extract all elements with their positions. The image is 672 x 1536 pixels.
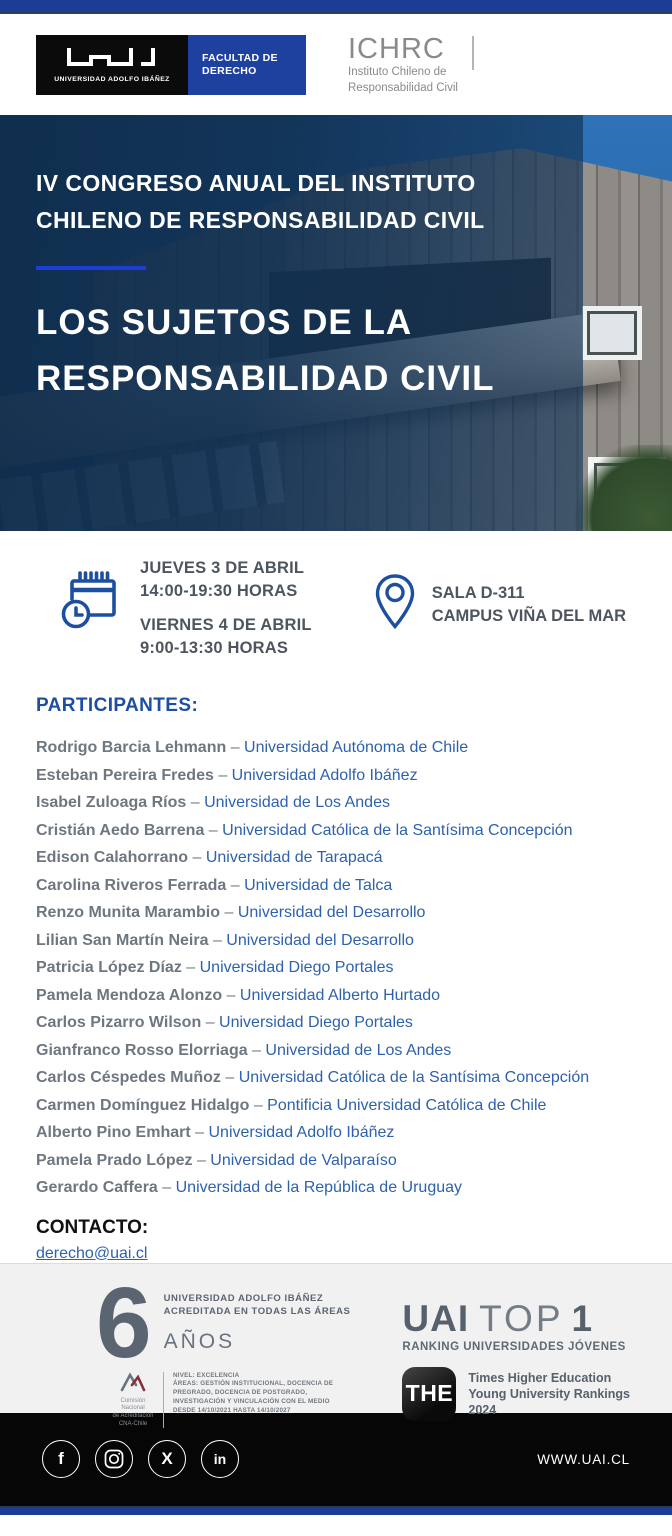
participant-separator: – <box>226 986 240 1004</box>
participant-row <box>36 927 636 955</box>
participant-name: Gerardo Caffera <box>36 1179 158 1196</box>
participant-university: Universidad Diego Portales <box>199 959 394 976</box>
participant-separator: – <box>192 849 206 866</box>
uai-monogram-icon <box>63 46 161 72</box>
participant-university: Universidad de Los Andes <box>204 794 390 811</box>
accreditation-band <box>0 1263 672 1427</box>
schedule-text <box>140 557 312 679</box>
participant-separator: – <box>230 739 245 756</box>
participant-row <box>36 817 636 845</box>
location-room: SALA D-311 <box>431 584 525 602</box>
participant-row <box>36 1174 636 1202</box>
event-title <box>36 295 495 407</box>
participant-university: Universidad Alberto Hurtado <box>239 986 441 1004</box>
ranking-uai: UAI <box>402 1297 470 1339</box>
participant-name: Pamela Prado López <box>36 1151 193 1169</box>
event-kicker-line2: CHILENO DE RESPONSABILIDAD CIVIL <box>36 207 485 233</box>
participant-name: Lilian San Martín Neira <box>36 931 209 949</box>
participants-heading: PARTICIPANTES: <box>36 695 199 716</box>
ranking-one: 1 <box>571 1297 593 1339</box>
participant-separator: – <box>186 959 200 976</box>
cna-logo-icon <box>119 1379 147 1396</box>
participant-row <box>36 1064 636 1092</box>
participant-university: Universidad de la República de Uruguay <box>175 1179 463 1196</box>
location-pin-icon <box>374 573 416 679</box>
hero-photo-window <box>582 306 642 360</box>
cna-caption-line1: Comisión Nacional <box>120 1397 146 1411</box>
uai-logo <box>36 35 306 95</box>
cna-caption-line2: de Acreditación <box>112 1412 154 1419</box>
faculty-badge <box>188 35 306 95</box>
contact-heading: CONTACTO: <box>36 1216 149 1238</box>
participant-university: Pontificia Universidad Católica de Chile <box>267 1096 547 1114</box>
participant-university: Universidad Católica de la Santísima Concepción <box>238 1069 590 1086</box>
participant-university: Universidad de Valparaíso <box>210 1151 397 1169</box>
participant-university: Universidad Adolfo Ibáñez <box>231 766 418 784</box>
ranking-top: TOP <box>479 1297 564 1339</box>
schedule-section <box>0 531 672 679</box>
participant-name: Patricia López Díaz <box>36 959 182 976</box>
faculty-line1: FACULTAD DE <box>202 51 278 64</box>
participant-name: Esteban Pereira Fredes <box>36 766 214 784</box>
schedule-day2-hours: 9:00-13:30 HORAS <box>140 639 289 657</box>
calendar-clock-icon <box>60 569 124 679</box>
participant-row <box>36 954 636 982</box>
accreditation-years-label: AÑOS <box>163 1329 236 1353</box>
participant-row <box>36 1037 636 1065</box>
participant-name: Rodrigo Barcia Lehmann <box>36 739 227 756</box>
participant-row <box>36 1147 636 1175</box>
ranking-subtitle: RANKING UNIVERSIDADES JÓVENES <box>402 1340 626 1353</box>
participant-row <box>36 1119 636 1147</box>
participant-row <box>36 872 636 900</box>
participant-university: Universidad del Desarrollo <box>237 904 426 921</box>
ichrc-acronym: ICHRC <box>348 32 445 65</box>
schedule-day1 <box>140 557 312 603</box>
ranking-title <box>402 1297 630 1339</box>
ichrc-divider <box>472 36 474 70</box>
participants-list <box>36 734 636 1202</box>
participant-name: Carmen Domínguez Hidalgo <box>36 1096 250 1114</box>
event-title-line2: RESPONSABILIDAD CIVIL <box>36 359 495 398</box>
participant-row <box>36 734 636 762</box>
participant-row <box>36 1009 636 1037</box>
x-icon[interactable]: X <box>148 1440 186 1478</box>
participant-row <box>36 899 636 927</box>
facebook-icon[interactable]: f <box>42 1440 80 1478</box>
the-logo-icon: THE <box>402 1367 456 1421</box>
participant-row <box>36 789 636 817</box>
faculty-line2: DERECHO <box>202 64 257 77</box>
accreditation-years-number: 6 <box>96 1266 152 1379</box>
participant-university: Universidad de Los Andes <box>265 1041 452 1059</box>
participant-separator: – <box>224 904 238 921</box>
participant-name: Carlos Céspedes Muñoz <box>36 1069 221 1086</box>
participant-name: Edison Calahorrano <box>36 849 189 866</box>
cna-accreditation <box>110 1372 350 1428</box>
accreditation-block <box>96 1266 351 1427</box>
hero-photo-tree <box>572 445 672 531</box>
accreditation-line1: UNIVERSIDAD ADOLFO IBÁÑEZ <box>163 1292 324 1304</box>
bottom-accent-bar <box>0 1506 672 1515</box>
linkedin-icon[interactable]: in <box>201 1440 239 1478</box>
participant-row <box>36 982 636 1010</box>
participant-separator: – <box>252 1041 266 1059</box>
uai-university-name: UNIVERSIDAD ADOLFO IBÁÑEZ <box>54 75 170 83</box>
participant-row <box>36 762 636 790</box>
cna-divider <box>163 1372 164 1428</box>
participant-university: Universidad Adolfo Ibáñez <box>208 1124 395 1141</box>
participant-separator: – <box>190 794 205 811</box>
participant-separator: – <box>212 931 227 949</box>
participant-name: Carlos Pizarro Wilson <box>36 1014 202 1031</box>
accreditation-line2: ACREDITADA EN TODAS LAS ÁREAS <box>163 1305 351 1317</box>
participant-name: Alberto Pino Emhart <box>36 1124 191 1141</box>
participant-name: Cristián Aedo Barrena <box>36 821 205 839</box>
event-title-line1: LOS SUJETOS DE LA <box>36 303 413 342</box>
location-text <box>432 582 626 679</box>
header <box>0 14 672 115</box>
schedule-day2 <box>140 614 312 660</box>
participant-separator: – <box>162 1179 176 1196</box>
website-link[interactable]: WWW.UAI.CL <box>537 1451 630 1467</box>
participant-separator: – <box>208 821 223 839</box>
participant-name: Gianfranco Rosso Elorriaga <box>36 1041 248 1059</box>
accreditation-fine-print: NIVEL: EXCELENCIA ÁREAS: GESTIÓN INSTITUCIONAL, DOCENCIA DE PREGRADO, DOCENCIA DE POSTGRADO, INVESTIGACIÓN Y VINCULACIÓN CON EL MEDIO DESDE 14/10/2021 HASTA 14/10/2027 <box>173 1371 334 1414</box>
accent-divider <box>36 266 146 270</box>
instagram-icon[interactable] <box>95 1440 133 1478</box>
schedule-day1-date: JUEVES 3 DE ABRIL <box>140 559 305 577</box>
participant-separator: – <box>196 1151 211 1169</box>
location-campus: CAMPUS VIÑA DEL MAR <box>431 607 627 625</box>
participant-university: Universidad de Tarapacá <box>205 849 383 866</box>
participant-university: Universidad Diego Portales <box>219 1014 413 1031</box>
ranking-block <box>402 1286 630 1417</box>
hero-banner <box>0 115 672 531</box>
uai-logo-mark <box>36 35 188 95</box>
event-kicker-line1: IV CONGRESO ANUAL DEL INSTITUTO <box>36 170 476 196</box>
participant-university: Universidad del Desarrollo <box>226 931 414 949</box>
contact-email-link[interactable]: derecho@uai.cl <box>36 1244 148 1262</box>
top-accent-bar <box>0 0 672 14</box>
social-links <box>42 1440 239 1478</box>
ichrc-logo <box>348 34 474 96</box>
the-ranking-text: Times Higher Education Young University Rankings 2024 <box>468 1370 630 1417</box>
location-group <box>374 573 626 679</box>
participant-separator: – <box>230 876 245 894</box>
ichrc-subtitle-line2: Responsabilidad Civil <box>348 81 458 94</box>
participant-university: Universidad Autónoma de Chile <box>244 739 469 756</box>
cna-caption-line3: CNA-Chile <box>118 1420 148 1427</box>
participant-separator: – <box>253 1096 268 1114</box>
participant-row <box>36 844 636 872</box>
schedule-day1-hours: 14:00-19:30 HORAS <box>140 582 298 600</box>
ichrc-subtitle-line1: Instituto Chileno de <box>348 65 447 78</box>
participant-separator: – <box>218 766 232 784</box>
participant-university: Universidad Católica de la Santísima Concepción <box>222 821 573 839</box>
participant-separator: – <box>225 1069 239 1086</box>
cna-logo <box>110 1372 156 1428</box>
participant-row <box>36 1092 636 1120</box>
participant-separator: – <box>195 1124 209 1141</box>
the-ranking <box>402 1367 630 1421</box>
participant-name: Renzo Munita Marambio <box>36 904 221 921</box>
participant-name: Pamela Mendoza Alonzo <box>36 986 223 1004</box>
participant-name: Carolina Riveros Ferrada <box>36 876 227 894</box>
participants-section <box>0 679 672 1263</box>
participant-separator: – <box>205 1014 220 1031</box>
participant-name: Isabel Zuloaga Ríos <box>36 794 187 811</box>
schedule-day2-date: VIERNES 4 DE ABRIL <box>140 616 312 634</box>
event-kicker <box>36 165 495 239</box>
participant-university: Universidad de Talca <box>244 876 393 894</box>
